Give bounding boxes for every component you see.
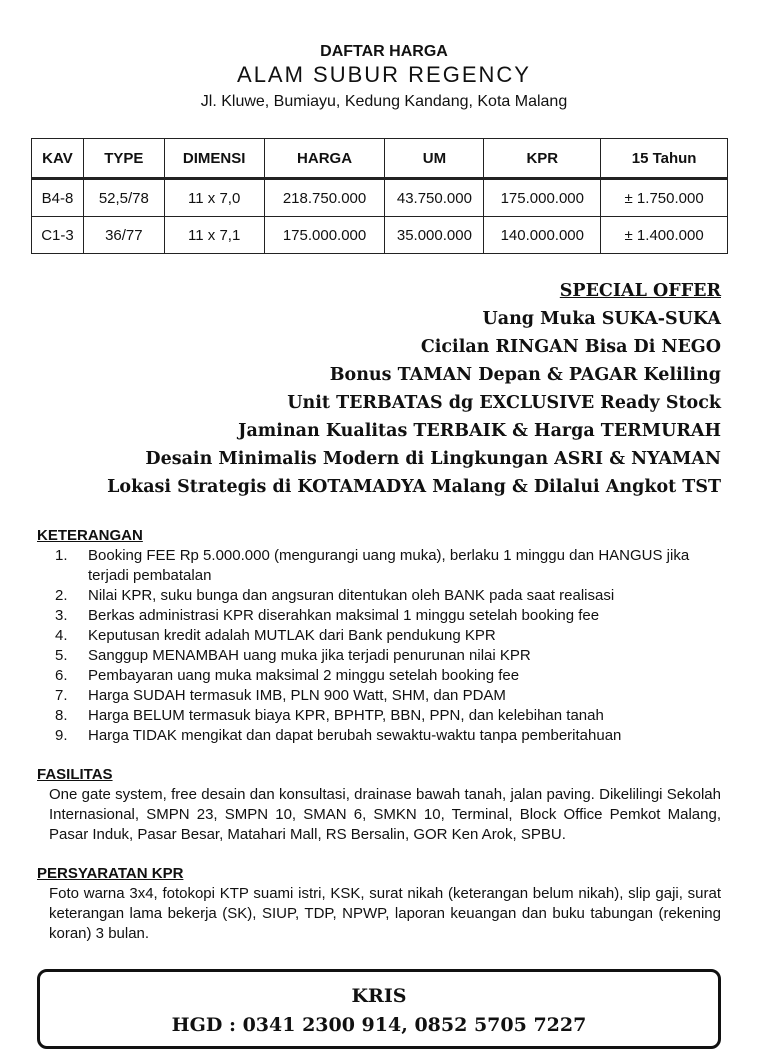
list-item <box>37 546 721 586</box>
document-header <box>0 42 768 113</box>
list-item-text: Booking FEE Rp 5.000.000 (mengurangi uang muka), berlaku 1 minggu dan HANGUS jika terjadi pembatalan <box>88 547 690 584</box>
list-item <box>37 646 721 666</box>
list-item-text: Harga SUDAH termasuk IMB, PLN 900 Watt, SHM, dan PDAM <box>88 687 506 704</box>
column-header: 15 Tahun <box>601 139 728 179</box>
price-table <box>31 138 728 254</box>
fasilitas-section <box>37 765 721 845</box>
table-row <box>32 217 728 254</box>
column-header: HARGA <box>264 139 385 179</box>
offer-line: Uang Muka SUKA-SUKA <box>482 309 721 329</box>
list-item-number: 3. <box>55 607 68 624</box>
list-item <box>37 606 721 626</box>
fasilitas-title: FASILITAS <box>37 766 113 783</box>
offer-line: Desain Minimalis Modern di Lingkungan ASRI & NYAMAN <box>145 449 721 469</box>
list-item <box>37 706 721 726</box>
table-cell: 218.750.000 <box>264 179 385 217</box>
persyaratan-title: PERSYARATAN KPR <box>37 865 184 882</box>
special-offer <box>107 277 721 501</box>
list-item-text: Pembayaran uang muka maksimal 2 minggu setelah booking fee <box>88 667 520 684</box>
offer-line: Unit TERBATAS dg EXCLUSIVE Ready Stock <box>287 393 721 413</box>
column-header: UM <box>385 139 484 179</box>
contact-box <box>37 969 721 1049</box>
keterangan-list <box>37 546 721 746</box>
table-cell: 140.000.000 <box>484 217 601 254</box>
list-item-number: 8. <box>55 707 68 724</box>
list-item-number: 5. <box>55 647 68 664</box>
offer-line: Cicilan RINGAN Bisa Di NEGO <box>420 337 721 357</box>
persyaratan-section <box>37 864 721 944</box>
column-header: DIMENSI <box>164 139 264 179</box>
table-cell: 11 x 7,0 <box>164 179 264 217</box>
table-cell: 175.000.000 <box>484 179 601 217</box>
table-cell: ± 1.750.000 <box>601 179 728 217</box>
offer-line: Lokasi Strategis di KOTAMADYA Malang & Dilalui Angkot TST <box>107 477 721 497</box>
persyaratan-text: Foto warna 3x4, fotokopi KTP suami istri, KSK, surat nikah (keterangan belum nikah), slip gaji, surat keterangan lama bekerja (SK), SIUP, TDP, NPWP, laporan keuangan dan buku tabungan (rekening koran) 3 bulan. <box>49 885 721 942</box>
list-item <box>37 726 721 746</box>
contact-phone: HGD : 0341 2300 914, 0852 5705 7227 <box>171 1014 587 1036</box>
keterangan-title: KETERANGAN <box>37 527 143 544</box>
list-item-number: 6. <box>55 667 68 684</box>
table-cell: 52,5/78 <box>83 179 164 217</box>
list-item-number: 2. <box>55 587 68 604</box>
list-item-text: Nilai KPR, suku bunga dan angsuran ditentukan oleh BANK pada saat realisasi <box>88 587 615 604</box>
table-row <box>32 179 728 217</box>
offer-line: Jaminan Kualitas TERBAIK & Harga TERMURAH <box>238 421 721 441</box>
list-item-text: Keputusan kredit adalah MUTLAK dari Bank pendukung KPR <box>88 627 496 644</box>
offer-line: Bonus TAMAN Depan & PAGAR Keliling <box>329 365 721 385</box>
list-item-text: Berkas administrasi KPR diserahkan maksimal 1 minggu setelah booking fee <box>88 607 600 624</box>
keterangan-section <box>37 526 721 746</box>
list-item <box>37 686 721 706</box>
list-item-text: Harga TIDAK mengikat dan dapat berubah sewaktu-waktu tanpa pemberitahuan <box>88 727 622 744</box>
column-header: KAV <box>32 139 84 179</box>
contact-name: KRIS <box>351 985 407 1007</box>
special-offer-heading: SPECIAL OFFER <box>559 281 721 301</box>
table-cell: 35.000.000 <box>385 217 484 254</box>
table-cell: ± 1.400.000 <box>601 217 728 254</box>
list-item <box>37 586 721 606</box>
table-cell: C1-3 <box>32 217 84 254</box>
document-title: ALAM SUBUR REGENCY <box>237 62 531 87</box>
column-header: TYPE <box>83 139 164 179</box>
fasilitas-text: One gate system, free desain dan konsultasi, drainase bawah tanah, jalan paving. Dikelilingi Sekolah Internasional, SMPN 23, SMPN 10, SMAN 6, SMKN 10, Terminal, Block Office Pemkot Malang, Pasar Induk, Pasar Besar, Matahari Mall, RS Bersalin, GOR Ken Arok, SPBU. <box>49 786 721 843</box>
list-item-text: Sanggup MENAMBAH uang muka jika terjadi penurunan nilai KPR <box>88 647 531 664</box>
table-header-row <box>32 139 728 179</box>
document-address: Jl. Kluwe, Bumiayu, Kedung Kandang, Kota Malang <box>200 93 568 110</box>
column-header: KPR <box>484 139 601 179</box>
list-item-text: Harga BELUM termasuk biaya KPR, BPHTP, BBN, PPN, dan kelebihan tanah <box>88 707 604 724</box>
list-item-number: 9. <box>55 727 68 744</box>
table-cell: 36/77 <box>83 217 164 254</box>
list-item-number: 1. <box>55 547 68 564</box>
table-cell: 175.000.000 <box>264 217 385 254</box>
list-item-number: 4. <box>55 627 68 644</box>
list-item <box>37 626 721 646</box>
table-cell: 43.750.000 <box>385 179 484 217</box>
table-cell: 11 x 7,1 <box>164 217 264 254</box>
list-item-number: 7. <box>55 687 68 704</box>
document-label: DAFTAR HARGA <box>320 43 448 60</box>
table-cell: B4-8 <box>32 179 84 217</box>
list-item <box>37 666 721 686</box>
